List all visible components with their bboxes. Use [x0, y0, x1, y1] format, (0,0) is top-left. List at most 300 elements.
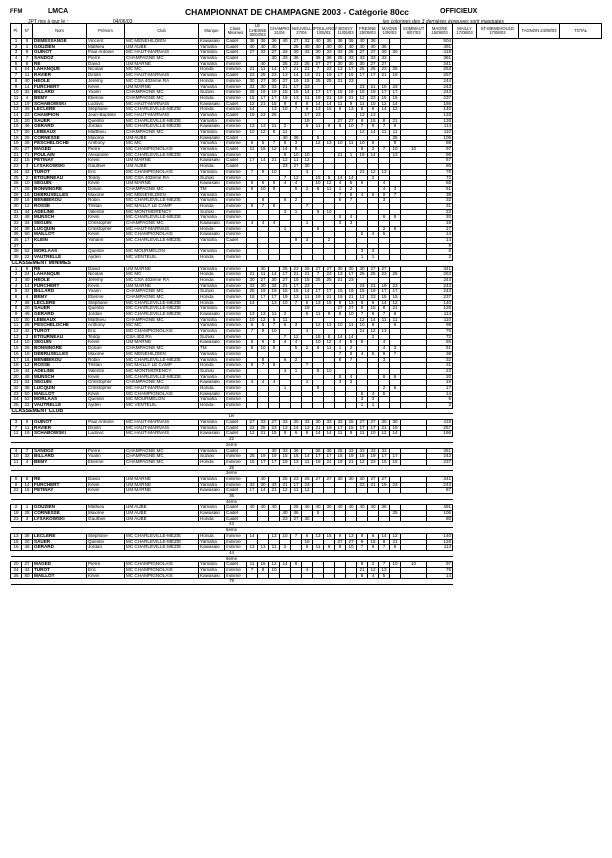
table-cell: 11 — [280, 317, 291, 323]
table-cell: 25 — [324, 78, 335, 84]
table-cell: Yamaha — [199, 118, 225, 124]
table-cell: MC MENEHILDIEN — [125, 192, 199, 198]
total-cell: 341 — [427, 476, 453, 482]
table-cell: 20 — [11, 562, 22, 568]
table-cell: 36 — [324, 448, 335, 454]
table-cell: 27 — [324, 61, 335, 67]
table-cell: 23 — [280, 164, 291, 170]
table-cell: 9 — [368, 312, 379, 318]
rider-name: FURCHERT — [33, 84, 87, 90]
table-cell: David — [87, 476, 125, 482]
table-cell: 40 — [258, 61, 269, 67]
event-header: SOMMAUT 6/07/03 — [401, 24, 427, 39]
table-cell: 4 — [11, 56, 22, 62]
table-cell: 17 — [390, 90, 401, 96]
table-cell: minime — [225, 192, 247, 198]
rider-name: SEGUIN — [33, 380, 87, 386]
rider-name: BILLARD — [33, 454, 87, 460]
rider-name: LAHANQUE — [33, 67, 87, 73]
table-cell: 22 — [22, 255, 33, 261]
table-cell: 11 — [258, 67, 269, 73]
table-cell: 15 — [335, 454, 346, 460]
table-cell: minime — [225, 272, 247, 278]
table-cell: 25 — [335, 448, 346, 454]
table-cell: 9 — [335, 300, 346, 306]
table-cell: MC MOURMELON — [125, 249, 199, 255]
table-cell: 25 — [258, 425, 269, 431]
table-cell: 15 — [11, 346, 22, 352]
table-cell: 8 — [11, 306, 22, 312]
table-cell: 10 — [401, 562, 427, 568]
rider-name: TUROT — [33, 169, 87, 175]
table-cell: CHAMPAGNE MC — [125, 448, 199, 454]
table-cell: 5 — [258, 141, 269, 147]
table-cell: 19 — [335, 294, 346, 300]
table-cell: 22 — [11, 158, 22, 164]
table-cell: 15 — [291, 454, 302, 460]
table-cell: 9 — [335, 107, 346, 113]
table-cell: 17 — [258, 95, 269, 101]
table-cell: Kawasaki — [199, 312, 225, 318]
table-cell: 11 — [357, 431, 368, 437]
table-cell: 19 — [368, 289, 379, 295]
table-cell: 8 — [11, 78, 22, 84]
table-cell: 33 — [258, 420, 269, 426]
table-cell: 21 — [357, 567, 368, 573]
table-cell: 14 — [22, 283, 33, 289]
table-cell: 33 — [302, 39, 313, 45]
table-cell: minime — [225, 323, 247, 329]
table-cell: Yamaha — [199, 249, 225, 255]
table-cell: Cadet — [225, 147, 247, 153]
table-cell: 1 — [335, 186, 346, 192]
total-cell: 9 — [427, 243, 453, 249]
table-cell: 10 — [269, 567, 280, 573]
table-cell: Honda — [199, 277, 225, 283]
total-cell: 114 — [427, 545, 453, 551]
table-cell: 2 — [368, 175, 379, 181]
rider-name: RE — [33, 61, 87, 67]
table-cell: MC MC — [125, 272, 199, 278]
table-cell: 17 — [280, 272, 291, 278]
table-cell: 15 — [346, 425, 357, 431]
table-cell: 5 — [291, 186, 302, 192]
table-cell: 14 — [280, 147, 291, 153]
table-cell: MC HAUT-MARNAIS — [125, 50, 199, 56]
table-cell: 17 — [269, 95, 280, 101]
table-cell: 14 — [313, 431, 324, 437]
table-cell: 27 — [357, 50, 368, 56]
total-header: TOTAL — [560, 24, 602, 39]
table-cell: minime — [225, 346, 247, 352]
table-cell: 20 — [22, 539, 33, 545]
table-cell: 40 — [368, 505, 379, 511]
table-cell: Stéphane — [87, 533, 125, 539]
table-cell: minime — [225, 545, 247, 551]
table-cell: 4 — [302, 169, 313, 175]
table-cell: minime — [225, 533, 247, 539]
total-cell: 72 — [427, 175, 453, 181]
table-cell: Kévin — [87, 340, 125, 346]
table-cell: 33 — [324, 420, 335, 426]
table-cell: 8 — [335, 312, 346, 318]
table-cell: MC CHARLEVILLE-MEZIE — [125, 312, 199, 318]
table-cell: 17 — [390, 454, 401, 460]
table-cell: 25 — [258, 73, 269, 79]
table-cell: 7 — [335, 351, 346, 357]
table-cell: 40 — [302, 44, 313, 50]
table-cell: 23 — [313, 112, 324, 118]
table-cell: 3 — [11, 50, 22, 56]
table-cell: 30 — [346, 266, 357, 272]
table-cell: 4 — [379, 346, 390, 352]
table-cell: 21 — [346, 294, 357, 300]
table-cell: 12 — [390, 533, 401, 539]
table-cell: Cadet — [225, 448, 247, 454]
table-cell: UM MARNE — [125, 181, 199, 187]
table-cell: 7 — [313, 67, 324, 73]
table-cell: 22 — [22, 403, 33, 409]
table-cell: 21 — [11, 152, 22, 158]
table-cell: 19 — [302, 539, 313, 545]
table-cell: Quentin — [87, 397, 125, 403]
table-cell: 30 — [269, 78, 280, 84]
table-cell: 40 — [258, 476, 269, 482]
table-cell: Robin — [87, 198, 125, 204]
table-cell: 44 — [22, 368, 33, 374]
table-cell: MC MONTMORENCY — [125, 209, 199, 215]
table-cell: 27 — [280, 78, 291, 84]
table-cell: 2 — [11, 44, 22, 50]
table-cell: Yoann — [87, 90, 125, 96]
table-cell: 19 — [335, 95, 346, 101]
event-header: LE CHESNE 30/03/03 — [247, 24, 269, 39]
table-cell: 6 — [11, 294, 22, 300]
table-cell: 19 — [324, 425, 335, 431]
table-cell: 30 — [379, 50, 390, 56]
table-cell: 36 — [258, 39, 269, 45]
table-cell: Suzuki — [199, 368, 225, 374]
table-cell: 9 — [247, 203, 258, 209]
rider-name: LECLERE — [33, 300, 87, 306]
table-cell: 7 — [379, 147, 390, 153]
table-cell: minime — [225, 334, 247, 340]
table-cell: Yamaha — [199, 169, 225, 175]
table-cell: CHAMPAGNE MC — [125, 294, 199, 300]
table-cell: 7 — [11, 425, 22, 431]
table-cell: Kawasaki — [199, 39, 225, 45]
table-cell: 19 — [269, 90, 280, 96]
table-cell: 44 — [22, 209, 33, 215]
table-cell: minime — [225, 130, 247, 136]
table-cell: 2 — [346, 186, 357, 192]
total-cell: 38 — [427, 351, 453, 357]
table-cell: MC CSA 402ème RA — [125, 277, 199, 283]
table-cell: 30 — [324, 505, 335, 511]
table-cell: 42 — [22, 567, 33, 573]
table-cell: 5 — [379, 391, 390, 397]
table-cell: Honda — [199, 403, 225, 409]
table-cell: 10 — [324, 209, 335, 215]
table-cell: 4 — [335, 340, 346, 346]
table-cell: 9 — [357, 118, 368, 124]
table-cell: 36 — [313, 448, 324, 454]
table-cell: 19 — [302, 118, 313, 124]
table-cell: 30 — [346, 61, 357, 67]
table-cell: Tristan — [87, 363, 125, 369]
table-cell: Suzuki — [199, 334, 225, 340]
table-cell: 6 — [368, 533, 379, 539]
table-cell: 30 — [390, 420, 401, 426]
table-cell: Eric — [87, 329, 125, 335]
table-cell: 9 — [269, 186, 280, 192]
table-cell: 7 — [22, 56, 33, 62]
table-cell: 4 — [379, 186, 390, 192]
table-cell: 15 — [291, 289, 302, 295]
table-cell: 27 — [335, 306, 346, 312]
table-cell: 5 — [11, 289, 22, 295]
table-cell: 15 — [335, 90, 346, 96]
table-cell: 4 — [280, 340, 291, 346]
total-cell: 263 — [427, 67, 453, 73]
table-cell: 40 — [269, 44, 280, 50]
table-cell: 6 — [368, 107, 379, 113]
table-cell: minime — [225, 186, 247, 192]
table-cell: 27 — [368, 50, 379, 56]
table-cell: 10 — [247, 130, 258, 136]
table-cell: 4 — [346, 374, 357, 380]
table-cell: 19 — [291, 78, 302, 84]
rider-name: GERARD — [33, 124, 87, 130]
table-cell: 30 — [258, 283, 269, 289]
table-cell: 9 — [324, 545, 335, 551]
table-cell: 12 — [357, 130, 368, 136]
table-cell: Jérémy — [87, 78, 125, 84]
table-cell: 3 — [291, 141, 302, 147]
table-cell: 40 — [258, 266, 269, 272]
table-cell: 23 — [302, 84, 313, 90]
total-cell: 243 — [427, 84, 453, 90]
table-cell: Yamaha — [199, 283, 225, 289]
table-cell: Ludovic — [87, 431, 125, 437]
table-cell: 15 — [302, 277, 313, 283]
table-cell: 21 — [291, 272, 302, 278]
club-group-number: 36 — [11, 494, 453, 500]
table-cell: minime — [225, 277, 247, 283]
table-cell: 27 — [291, 516, 302, 522]
table-cell: 5 — [313, 511, 324, 517]
table-cell: 14 — [313, 101, 324, 107]
table-cell: 14 — [368, 152, 379, 158]
table-cell: 2 — [379, 385, 390, 391]
table-cell: CHAMPAGNE MC — [125, 346, 199, 352]
table-cell: MC CSA 402ème RA — [125, 78, 199, 84]
table-cell: 33 — [258, 50, 269, 56]
table-cell: 16 — [11, 124, 22, 130]
club-rank-label: 6ème — [11, 556, 453, 562]
table-cell: 20 — [11, 147, 22, 153]
table-cell: UM MARNE — [125, 340, 199, 346]
table-cell: Suzuki — [199, 90, 225, 96]
table-cell: 21 — [368, 84, 379, 90]
table-cell: MC CHARLEVILLE-MEZIE — [125, 539, 199, 545]
table-cell: Ayden — [87, 255, 125, 261]
table-cell: Valentin — [87, 368, 125, 374]
table-cell: Maxime — [87, 135, 125, 141]
table-cell: 8 — [357, 107, 368, 113]
table-cell: 23 — [247, 425, 258, 431]
table-cell: 17 — [346, 272, 357, 278]
table-cell: 33 — [269, 283, 280, 289]
table-cell: 14 — [335, 175, 346, 181]
table-cell: 4 — [379, 181, 390, 187]
table-cell: UM MARNE — [125, 61, 199, 67]
total-cell: 23 — [427, 209, 453, 215]
table-cell: Pierre — [87, 56, 125, 62]
table-cell: 20 — [22, 118, 33, 124]
table-cell: 27 — [379, 61, 390, 67]
table-cell: 25 — [390, 272, 401, 278]
table-cell: 17 — [291, 84, 302, 90]
table-cell: 15 — [379, 294, 390, 300]
table-cell: 9 — [11, 84, 22, 90]
table-cell: 19 — [357, 152, 368, 158]
table-cell: Christopher — [87, 385, 125, 391]
table-cell: 23 — [11, 164, 22, 170]
table-cell: Tristan — [87, 203, 125, 209]
table-cell: 36 — [368, 39, 379, 45]
table-cell: 6 — [390, 385, 401, 391]
total-cell: 491 — [427, 505, 453, 511]
table-cell: 13 — [258, 312, 269, 318]
total-cell: 98 — [427, 141, 453, 147]
table-cell: 7 — [302, 363, 313, 369]
table-cell: Kawasaki — [199, 573, 225, 579]
table-cell: UM MARNE — [125, 158, 199, 164]
table-cell: minime — [225, 141, 247, 147]
table-row — [11, 488, 602, 494]
table-cell: 5 — [390, 215, 401, 221]
table-cell: 13 — [258, 545, 269, 551]
table-cell: Cadet — [225, 425, 247, 431]
table-cell: Kawasaki — [199, 511, 225, 517]
table-cell: 15 — [11, 539, 22, 545]
table-cell: David — [87, 266, 125, 272]
table-cell: 27 — [313, 266, 324, 272]
table-cell: Yamaha — [199, 357, 225, 363]
table-cell: 33 — [280, 50, 291, 56]
table-cell: 9 — [22, 50, 33, 56]
table-cell: 17 — [247, 158, 258, 164]
table-cell: MC HAUT-MARNAIS — [125, 112, 199, 118]
table-cell: 21 — [324, 294, 335, 300]
table-cell: 40 — [335, 44, 346, 50]
table-cell: Cadet — [225, 135, 247, 141]
table-cell: 15 — [390, 459, 401, 465]
table-cell: 12 — [258, 317, 269, 323]
table-cell: 23 — [324, 67, 335, 73]
table-cell: 23 — [368, 95, 379, 101]
club-rank-label: 3ème — [11, 471, 453, 477]
table-cell: 11 — [324, 346, 335, 352]
rider-name: CORNESSE — [33, 511, 87, 517]
table-cell: 9 — [291, 238, 302, 244]
table-cell: 46 — [22, 124, 33, 130]
table-cell: 50 — [22, 232, 33, 238]
table-cell: 3 — [357, 397, 368, 403]
table-cell: 3 — [335, 380, 346, 386]
table-cell: 23 — [269, 425, 280, 431]
table-cell: 19 — [247, 112, 258, 118]
table-cell: 17 — [258, 294, 269, 300]
table-cell: 2 — [11, 505, 22, 511]
table-cell: 12 — [280, 488, 291, 494]
table-cell: Yamaha — [199, 374, 225, 380]
table-cell: 14 — [368, 317, 379, 323]
total-cell: 237 — [427, 95, 453, 101]
table-cell: Nicolas — [87, 272, 125, 278]
table-cell: 15 — [346, 73, 357, 79]
total-cell: 14 — [427, 391, 453, 397]
rider-name: DEBRUXELLES — [33, 351, 87, 357]
rider-name: LECLERE — [33, 107, 87, 113]
table-cell: 4 — [346, 215, 357, 221]
table-cell: 15 — [11, 118, 22, 124]
table-cell: 10 — [280, 107, 291, 113]
table-cell: CHAMPAGNE MC — [125, 186, 199, 192]
table-cell: 10 — [302, 152, 313, 158]
table-cell: 40 — [258, 505, 269, 511]
table-cell: minime — [225, 249, 247, 255]
table-cell: 21 — [357, 169, 368, 175]
table-cell: Cadet — [225, 101, 247, 107]
table-cell: TM — [199, 186, 225, 192]
table-cell: minime — [225, 340, 247, 346]
table-cell: Cadet — [225, 39, 247, 45]
table-cell: 15 — [324, 533, 335, 539]
table-cell: 21 — [324, 459, 335, 465]
table-cell: 4 — [22, 459, 33, 465]
table-cell: 15 — [258, 147, 269, 153]
table-cell: minime — [225, 374, 247, 380]
table-cell: 2 — [368, 334, 379, 340]
total-cell: 97 — [427, 562, 453, 568]
table-cell: 11 — [335, 431, 346, 437]
table-cell: 13 — [11, 107, 22, 113]
table-cell: Etienne — [87, 294, 125, 300]
table-cell: minime — [225, 391, 247, 397]
table-cell: 36 — [335, 39, 346, 45]
table-cell: 27 — [357, 420, 368, 426]
table-cell: 11 — [379, 317, 390, 323]
table-cell: 2 — [291, 357, 302, 363]
table-cell: Yamaha — [199, 567, 225, 573]
table-cell: 7 — [379, 124, 390, 130]
table-cell: Yamaha — [199, 56, 225, 62]
rider-name: CORNESSE — [33, 135, 87, 141]
table-cell: 5 — [258, 323, 269, 329]
event-header: MAGNE 1/06/03 — [379, 24, 401, 39]
table-cell: Matthieu — [87, 317, 125, 323]
rider-name: RAVIER — [33, 425, 87, 431]
table-cell: 33 — [346, 56, 357, 62]
table-cell: 40 — [280, 135, 291, 141]
table-cell: 30 — [302, 164, 313, 170]
club-rank-label: 5ème — [11, 528, 453, 534]
table-cell: 21 — [390, 118, 401, 124]
table-cell: 12 — [247, 431, 258, 437]
table-cell: 33 — [280, 420, 291, 426]
